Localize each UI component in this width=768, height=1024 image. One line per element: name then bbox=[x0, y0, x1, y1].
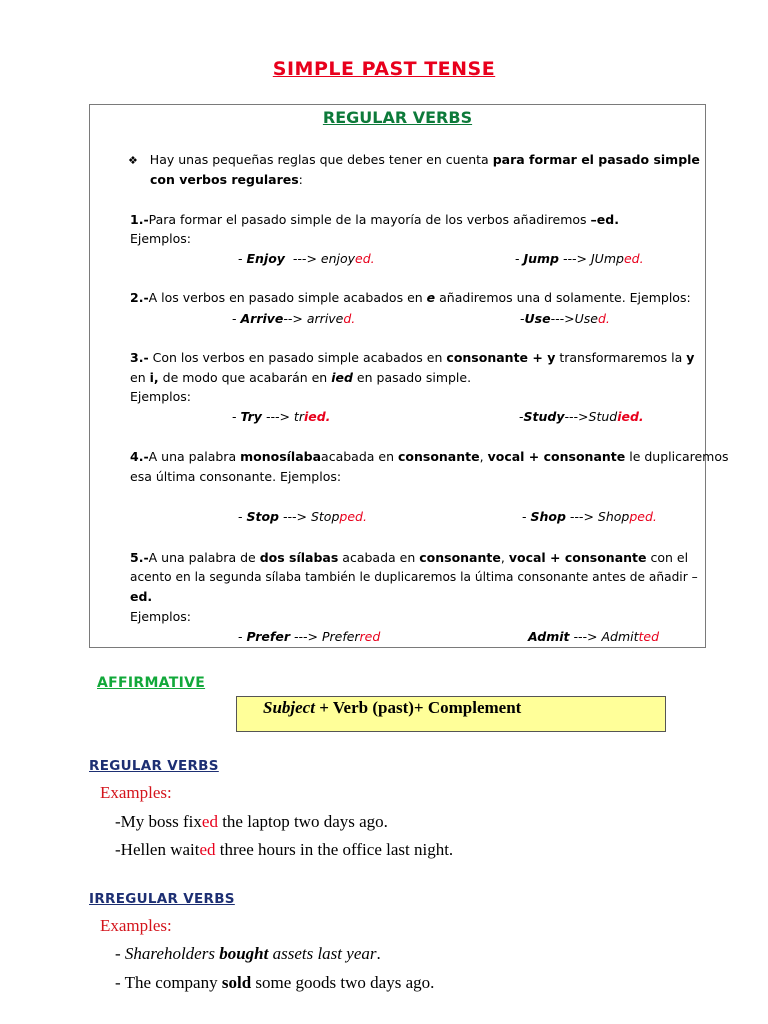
rule-1-example-1: - Enjoy ---> enjoyed. bbox=[238, 251, 375, 266]
rule-4-example-2: - Shop ---> Shopped. bbox=[522, 509, 657, 524]
rule-3-ejemplos: Ejemplos: bbox=[130, 389, 192, 404]
box-title: REGULAR VERBS bbox=[322, 108, 473, 127]
rule-3-line-2: en i, de modo que acabarán en ied en pasado simple. bbox=[130, 370, 472, 385]
rule-1-text: 1.-Para formar el pasado simple de la mayoría de los verbos añadiremos –ed. bbox=[130, 212, 619, 227]
irregular-examples-label: Examples: bbox=[100, 916, 172, 935]
rule-3-text: 3.- Con los verbos en pasado simple acabados en consonante + y transformaremos la y bbox=[130, 350, 695, 365]
rule-2-example-1: - Arrive--> arrived. bbox=[232, 311, 356, 326]
regular-sentence-2: -Hellen waited three hours in the office last night. bbox=[115, 840, 454, 859]
rule-3-example-2: -Study--->Studied. bbox=[519, 409, 644, 424]
intro-line-2: con verbos regulares: bbox=[150, 172, 303, 187]
rule-4-example-1: - Stop ---> Stopped. bbox=[238, 509, 367, 524]
diamond-bullet-icon: ❖ bbox=[128, 154, 138, 167]
rule-5-example-1: - Prefer ---> Preferred bbox=[238, 629, 381, 644]
rule-5-line-2: acento en la segunda sílaba también le duplicaremos la última consonante antes de añadir – bbox=[130, 570, 698, 584]
rule-5-ejemplos: Ejemplos: bbox=[130, 609, 192, 624]
rule-2-example-2: -Use--->Used. bbox=[520, 311, 610, 326]
page-title: SIMPLE PAST TENSE bbox=[272, 58, 496, 80]
irregular-sentence-1: - Shareholders bought assets last year. bbox=[115, 944, 381, 963]
irregular-verbs-heading: IRREGULAR VERBS bbox=[89, 891, 235, 907]
rule-5-text: 5.-A una palabra de dos sílabas acabada en consonante, vocal + consonante con el bbox=[130, 550, 689, 565]
irregular-sentence-2: - The company sold some goods two days ago. bbox=[115, 973, 435, 992]
regular-verbs-heading: REGULAR VERBS bbox=[89, 758, 219, 774]
rule-3-example-1: - Try ---> tried. bbox=[232, 409, 331, 424]
rule-5-example-2: Admit ---> Admitted bbox=[528, 629, 660, 644]
intro-line-1: ❖ Hay unas pequeñas reglas que debes tener en cuenta para formar el pasado simple bbox=[128, 152, 700, 167]
rule-4-text: 4.-A una palabra monosílabaacabada en consonante, vocal + consonante le duplicaremos bbox=[130, 449, 729, 464]
affirmative-heading: AFFIRMATIVE bbox=[97, 675, 206, 691]
rule-5-line-3: ed. bbox=[130, 589, 153, 604]
rule-1-example-2: - Jump ---> JUmped. bbox=[515, 251, 644, 266]
regular-sentence-1: -My boss fixed the laptop two days ago. bbox=[115, 812, 388, 831]
formula-text: Subject + Verb (past)+ Complement bbox=[263, 698, 522, 717]
rule-4-line-2: esa última consonante. Ejemplos: bbox=[130, 469, 342, 484]
rule-1-ejemplos: Ejemplos: bbox=[130, 231, 192, 246]
rule-2-text: 2.-A los verbos en pasado simple acabados en e añadiremos una d solamente. Ejemplos: bbox=[130, 290, 691, 305]
regular-examples-label: Examples: bbox=[100, 783, 172, 802]
